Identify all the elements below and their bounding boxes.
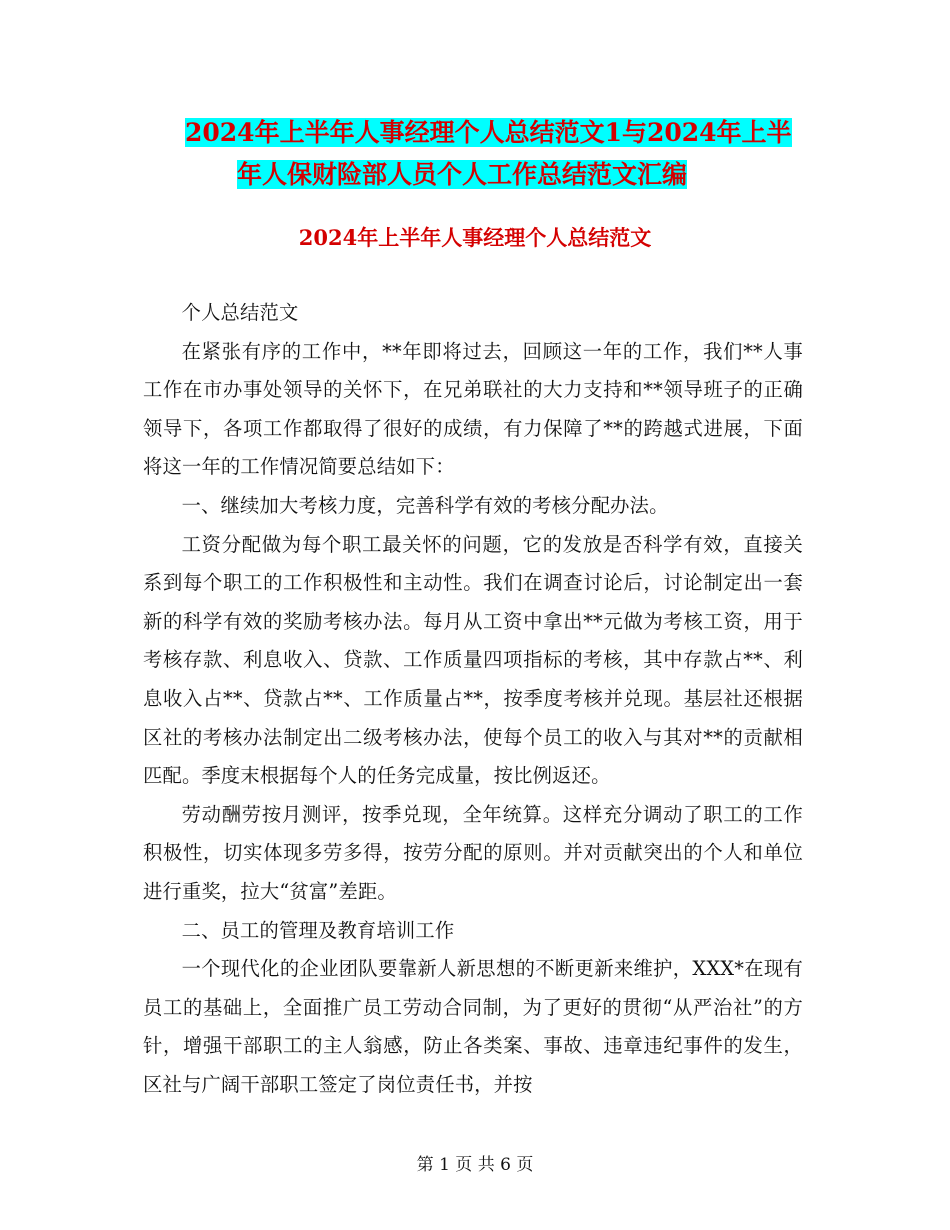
section-title: 2024年上半年人事经理个人总结范文	[298, 225, 652, 250]
paragraph: 在紧张有序的工作中，**年即将过去，回顾这一年的工作，我们**人事工作在市办事处领导的关怀下，在兄弟联社的大力支持和**领导班子的正确领导下，各项工作都取得了很好的成绩，有力保障了**的跨越式进展，下面将这一年的工作情况简要总结如下：	[143, 339, 803, 479]
title-line-1-text: 2024年上半年人事经理个人总结范文1与2024年上半	[185, 118, 792, 147]
paragraph: 个人总结范文	[181, 301, 299, 324]
body-text	[143, 294, 803, 1104]
title-line-2	[140, 154, 820, 196]
paragraph: 工资分配做为每个职工最关怀的问题，它的发放是否科学有效，直接关系到每个职工的工作积极性和主动性。我们在调查讨论后，讨论制定出一套新的科学有效的奖励考核办法。每月从工资中拿出**元做为考核工资，用于考核存款、利息收入、贷款、工作质量四项指标的考核，其中存款占**、利息收入占**、贷款占**、工作质量占**，按季度考核并兑现。基层社还根据区社的考核办法制定出二级考核办法，使每个员工的收入与其对**的贡献相匹配。季度末根据每个人的任务完成量，按比例返还。	[143, 532, 803, 788]
page-footer: 第 1 页 共 6 页	[416, 1155, 534, 1175]
title-line-2-text: 年人保财险部人员个人工作总结范文汇编	[237, 160, 688, 189]
section-heading: 二、员工的管理及教育培训工作	[181, 918, 455, 942]
paragraph: 一个现代化的企业团队要靠新人新思想的不断更新来维护，XXX*在现有员工的基础上，全面推广员工劳动合同制，为了更好的贯彻“从严治社”的方针，增强干部职工的主人翁感，防止各类案、事故、违章违纪事件的发生，区社与广阔干部职工签定了岗位责任书，并按	[143, 957, 803, 1096]
section-heading: 一、继续加大考核力度，完善科学有效的考核分配办法。	[181, 493, 669, 517]
paragraph: 劳动酬劳按月测评，按季兑现，全年统算。这样充分调动了职工的工作积极性，切实体现多劳多得，按劳分配的原则。并对贡献突出的个人和单位进行重奖，拉大“贫富”差距。	[143, 802, 803, 903]
title-line-1	[140, 112, 820, 154]
document-title	[140, 112, 820, 196]
